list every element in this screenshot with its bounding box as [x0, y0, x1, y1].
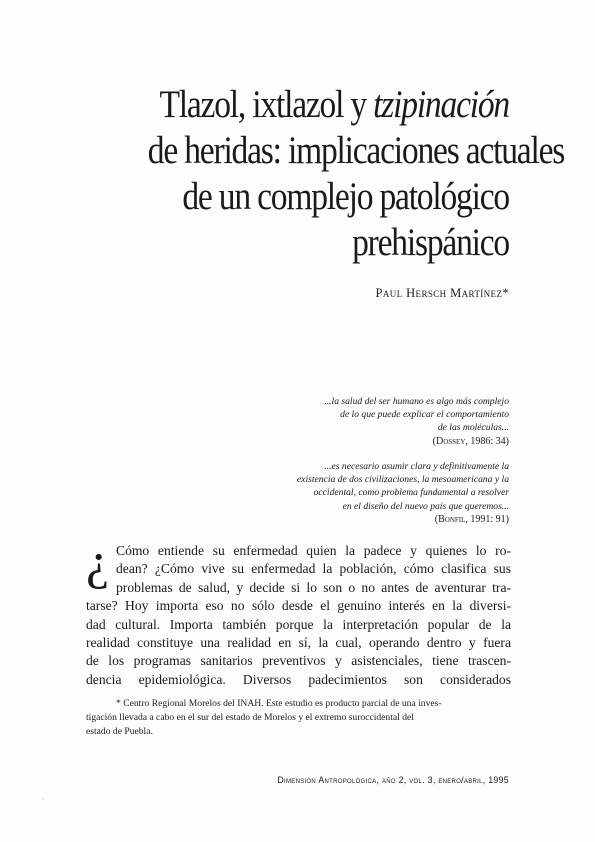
drop-cap: ¿: [86, 533, 110, 590]
footnote: [86, 697, 511, 739]
scan-speck: ·: [42, 797, 44, 803]
title-line-3: de un complejo patológico: [182, 175, 509, 218]
epigraph-line: occidental, como problema fundamental a resolver: [313, 487, 509, 499]
body-line: Cómo entiende su enfermedad quien la padece y quienes lo ro-: [116, 543, 511, 558]
epigraph-citation: (Dossey, 1986: 34): [432, 435, 509, 447]
body-text: [86, 542, 511, 689]
body-line: dean? ¿Cómo vive su enfermedad la población, cómo clasifica sus: [116, 561, 511, 577]
body-line: tarse? Hoy importa eso no sólo desde el genuino interés en la diversi-: [86, 598, 511, 614]
author-name: Paul Hersch Martínez*: [375, 286, 509, 300]
footnote-line: estado de Puebla.: [86, 726, 153, 737]
epigraph-citation: (Bonfil, 1991: 91): [434, 513, 509, 525]
title-line-1-plain: Tlazol, ixtlazol y: [159, 83, 374, 126]
body-line: problemas de salud, y decide si lo son o no antes de aventurar tra-: [116, 579, 511, 595]
epigraph-line: existencia de dos civilizaciones, la mesoamericana y la: [296, 474, 509, 486]
epigraph-1: [259, 395, 509, 448]
epigraph-line: en el diseño del nuevo país que queremos...: [342, 500, 509, 512]
footnote-line: tigación llevada a cabo en el sur del estado de Morelos y el extremo suroccidental del: [86, 712, 414, 723]
epigraph-2: [259, 460, 509, 526]
title-line-2: de heridas: implicaciones actuales: [147, 129, 565, 172]
epigraph-line: ...la salud del ser humano es algo más complejo: [324, 396, 509, 407]
running-footer: Dimensión Antropológica, año 2, vol. 3, enero/abril, 1995: [277, 775, 509, 785]
title-line-1: [148, 82, 509, 128]
epigraph-line: de lo que puede explicar el comportamiento: [340, 409, 509, 421]
body-line: dencia epidemiológica. Diversos padecimientos son considerados: [86, 671, 511, 687]
footnote-line: * Centro Regional Morelos del INAH. Este estudio es producto parcial de una inves-: [116, 698, 442, 709]
body-line: de los programas sanitarios preventivos y asistenciales, tiene trascen-: [86, 653, 511, 669]
title-line-4: prehispánico: [352, 221, 509, 264]
epigraph-line: de las moléculas...: [437, 422, 509, 434]
title-italic-term: tzipinación: [373, 83, 509, 126]
epigraph-line: ...es necesario asumir clara y definitivamente la: [324, 461, 509, 472]
article-title: [147, 82, 565, 266]
body-line: realidad constituye una realidad en sí, la cual, operando dentro y fuera: [86, 635, 511, 651]
body-line: dad cultural. Importa también porque la interpretación popular de la: [86, 616, 511, 632]
